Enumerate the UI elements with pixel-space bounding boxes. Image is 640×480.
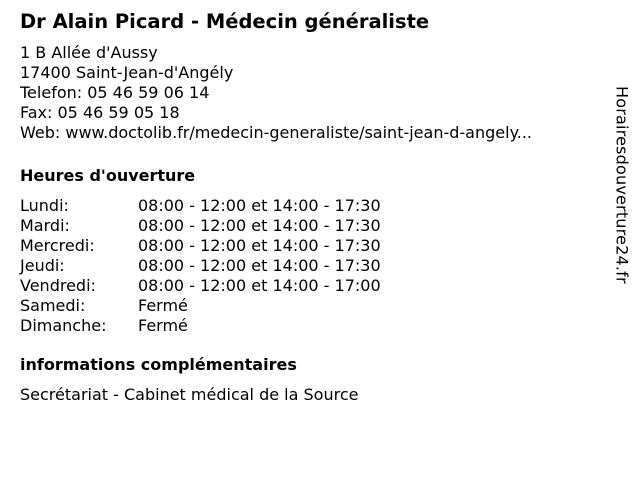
time-value: Fermé <box>138 316 188 335</box>
opening-hours-table <box>20 196 600 336</box>
street-address: 1 B Allée d'Aussy <box>20 43 158 62</box>
time-value: Fermé <box>138 296 188 315</box>
day-label: Mercredi: <box>20 236 95 255</box>
hours-row-mercredi <box>20 236 600 256</box>
hours-row-mardi <box>20 216 600 236</box>
practice-card <box>20 10 600 405</box>
fax-number: Fax: 05 46 59 05 18 <box>20 103 180 122</box>
opening-hours-heading: Heures d'ouverture <box>20 166 196 185</box>
contact-block <box>20 43 600 143</box>
time-value: 08:00 - 12:00 et 14:00 - 17:00 <box>138 276 381 295</box>
brand-watermark <box>602 0 640 480</box>
hours-row-jeudi <box>20 256 600 276</box>
brand-text: Horairesdouverture24.fr <box>612 86 632 284</box>
day-label: Dimanche: <box>20 316 107 335</box>
hours-row-dimanche <box>20 316 600 336</box>
time-value: 08:00 - 12:00 et 14:00 - 17:30 <box>138 196 381 215</box>
day-label: Mardi: <box>20 216 70 235</box>
day-label: Vendredi: <box>20 276 96 295</box>
day-label: Jeudi: <box>20 256 65 275</box>
hours-row-samedi <box>20 296 600 316</box>
city-address: 17400 Saint-Jean-d'Angély <box>20 63 234 82</box>
time-value: 08:00 - 12:00 et 14:00 - 17:30 <box>138 216 381 235</box>
additional-info-heading: informations complémentaires <box>20 355 297 374</box>
hours-row-vendredi <box>20 276 600 296</box>
day-label: Samedi: <box>20 296 86 315</box>
phone-number: Telefon: 05 46 59 06 14 <box>20 83 210 102</box>
page-title: Dr Alain Picard - Médecin généraliste <box>20 10 430 33</box>
day-label: Lundi: <box>20 196 69 215</box>
time-value: 08:00 - 12:00 et 14:00 - 17:30 <box>138 256 381 275</box>
additional-info-text: Secrétariat - Cabinet médical de la Source <box>20 385 359 404</box>
hours-row-lundi <box>20 196 600 216</box>
time-value: 08:00 - 12:00 et 14:00 - 17:30 <box>138 236 381 255</box>
website-link[interactable]: Web: www.doctolib.fr/medecin-generaliste/saint-jean-d-angely... <box>20 123 533 142</box>
